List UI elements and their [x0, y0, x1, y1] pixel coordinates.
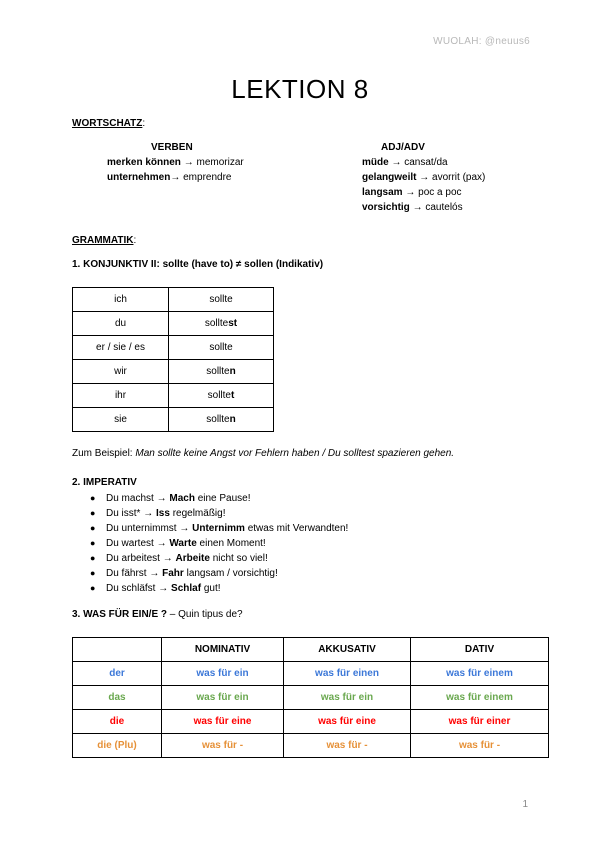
list-item: ● Du machst → Mach eine Pause! — [90, 493, 251, 504]
verben-list — [107, 155, 244, 185]
table-cell: was für ein — [284, 686, 411, 710]
pronoun-cell: sie — [73, 408, 169, 432]
adj-heading: ADJ/ADV — [381, 142, 425, 153]
verb-cell: sollten — [169, 408, 274, 432]
vocab-item: müde → cansat/da — [362, 157, 448, 168]
page-number: 1 — [522, 799, 528, 810]
verben-heading: VERBEN — [151, 142, 193, 153]
konjunktiv-table — [72, 287, 274, 432]
column-header: DATIV — [411, 638, 549, 662]
column-header: AKKUSATIV — [284, 638, 411, 662]
grammatik-heading: GRAMMATIK: — [72, 235, 137, 246]
vocab-item: gelangweilt → avorrit (pax) — [362, 172, 486, 183]
verb-cell: solltet — [169, 384, 274, 408]
vocab-item: merken können → memorizar — [107, 157, 244, 168]
row-label: das — [73, 686, 162, 710]
empty-header-cell — [73, 638, 162, 662]
pronoun-cell: ich — [73, 288, 169, 312]
pronoun-cell: du — [73, 312, 169, 336]
table-row — [73, 734, 549, 758]
table-row — [73, 384, 274, 408]
table-cell: was für ein — [162, 662, 284, 686]
table-cell: was für eine — [284, 710, 411, 734]
table-row — [73, 288, 274, 312]
verb-cell: sollte — [169, 288, 274, 312]
table-cell: was für einen — [284, 662, 411, 686]
verb-cell: solltest — [169, 312, 274, 336]
table-cell: was für einem — [411, 662, 549, 686]
watermark: WUOLAH: @neuus6 — [433, 36, 530, 47]
wortschatz-heading-text: WORTSCHATZ — [72, 118, 143, 129]
table-row — [73, 662, 549, 686]
verb-cell: sollten — [169, 360, 274, 384]
pronoun-cell: wir — [73, 360, 169, 384]
table-cell: was für eine — [162, 710, 284, 734]
vocab-item: vorsichtig → cautelós — [362, 202, 463, 213]
table-cell: was für - — [162, 734, 284, 758]
table-cell: was für - — [284, 734, 411, 758]
column-header: NOMINATIV — [162, 638, 284, 662]
list-item: ● Du unternimmst → Unternimm etwas mit Verwandten! — [90, 523, 349, 534]
list-item: ● Du isst* → Iss regelmäßig! — [90, 508, 226, 519]
imperativ-list — [90, 491, 348, 596]
page-title: LEKTION 8 — [231, 74, 369, 104]
table-row — [73, 710, 549, 734]
verb-cell: sollte — [169, 336, 274, 360]
pronoun-cell: er / sie / es — [73, 336, 169, 360]
konjunktiv-heading: 1. KONJUNKTIV II: sollte (have to) ≠ sollen (Indikativ) — [72, 259, 324, 270]
table-row — [73, 686, 549, 710]
imperativ-heading: 2. IMPERATIV — [72, 477, 137, 488]
row-label: die — [73, 710, 162, 734]
table-cell: was für ein — [162, 686, 284, 710]
grammatik-heading-text: GRAMMATIK — [72, 235, 134, 246]
list-item: ● Du fährst → Fahr langsam / vorsichtig! — [90, 568, 278, 579]
table-row — [73, 312, 274, 336]
table-cell: was für einem — [411, 686, 549, 710]
wortschatz-heading: WORTSCHATZ: — [72, 118, 146, 129]
list-item: ● Du schläfst → Schlaf gut! — [90, 583, 221, 594]
table-row — [73, 360, 274, 384]
table-row — [73, 408, 274, 432]
adj-list — [362, 155, 485, 215]
wasfuer-table — [72, 637, 549, 758]
list-item: ● Du wartest → Warte einen Moment! — [90, 538, 266, 549]
table-row — [73, 336, 274, 360]
row-label: der — [73, 662, 162, 686]
pronoun-cell: ihr — [73, 384, 169, 408]
example-sentence: Zum Beispiel: Man sollte keine Angst vor Fehlern haben / Du solltest spazieren gehen. — [72, 448, 455, 459]
vocab-item: langsam → poc a poc — [362, 187, 462, 198]
table-header-row — [73, 638, 549, 662]
vocab-item: unternehmen→ emprendre — [107, 172, 232, 183]
row-label: die (Plu) — [73, 734, 162, 758]
table-cell: was für einer — [411, 710, 549, 734]
table-cell: was für - — [411, 734, 549, 758]
list-item: ● Du arbeitest → Arbeite nicht so viel! — [90, 553, 268, 564]
wasfuer-heading: 3. WAS FÜR EIN/E ? – Quin tipus de? — [72, 609, 243, 620]
